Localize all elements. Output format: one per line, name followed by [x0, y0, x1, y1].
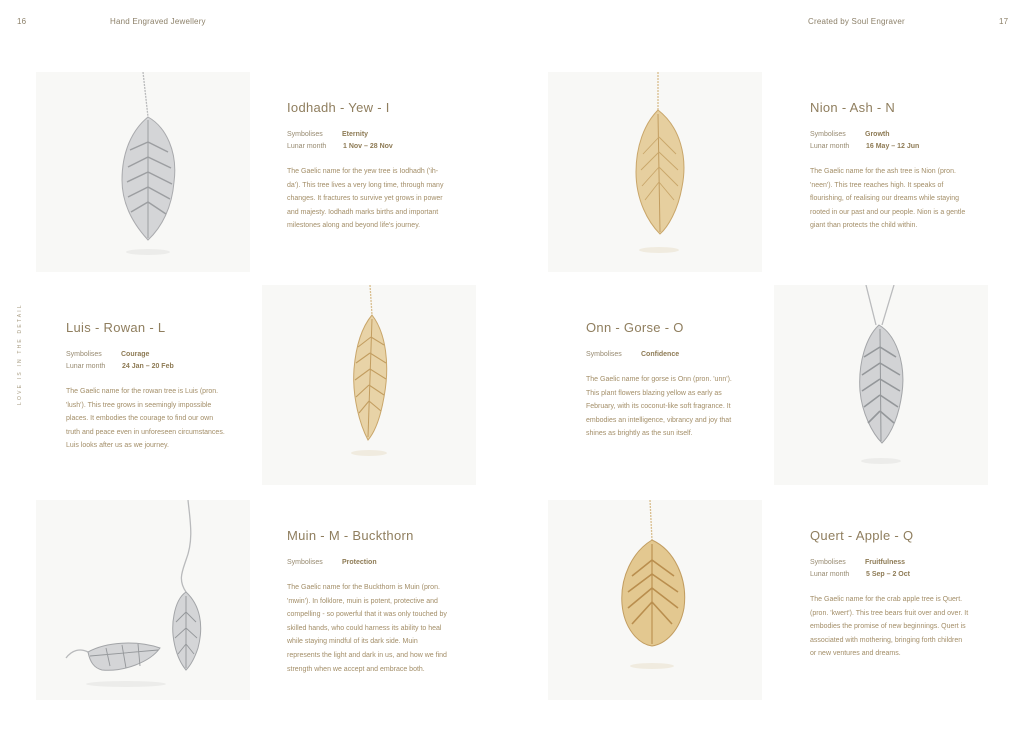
entry-description: The Gaelic name for the rowan tree is Luis (pron. 'lush'). This tree grows in seemingly impossible places. It embodies the courage to find our own truth and peace even in unforeseen circumstances. Luis looks after us as we journey.: [66, 388, 225, 450]
entry-title: Muin - M - Buckthorn: [287, 528, 414, 543]
running-title-left: Hand Engraved Jewellery: [110, 17, 206, 26]
symbolises-value: Courage: [121, 351, 150, 358]
running-title-right: Created by Soul Engraver: [808, 17, 905, 26]
gorse-pendant-image: [774, 285, 988, 485]
entry-description: The Gaelic name for the crab apple tree is Quert. (pron. 'kwert'). This tree bears fruit over and over. It embodies the promise of new beginnings. Quert is associated with mothering, bringing forth children or new ventures and dreams.: [810, 596, 969, 658]
symbolises-label: Symbolises: [810, 131, 846, 138]
symbolises-label: Symbolises: [586, 351, 622, 358]
lunar-month-label: Lunar month: [66, 363, 106, 370]
symbolises-value: Fruitfulness: [865, 559, 906, 566]
side-tagline: LOVE IS IN THE DETAIL: [17, 303, 23, 405]
symbolises-label: Symbolises: [810, 559, 846, 566]
symbolises-label: Symbolises: [287, 559, 323, 566]
lunar-month-value: 16 May – 12 Jun: [866, 143, 920, 150]
entry-description: The Gaelic name for gorse is Onn (pron. 'unn'). This plant flowers blazing yellow as early as February, with its coconut-like soft fragrance. It embodies an intelligence, vibrancy and joy that shines as brightly as the sun itself.: [586, 376, 732, 438]
entry-description: The Gaelic name for the Buckthorn is Muin (pron. 'mwin'). In folklore, muin is potent, protective and compelling - so powerful that it was only touched by skilled hands, who could harness its ability to heal while staying mindful of its dark side. Muin represents the light and dark in us, and how we find strength when we accept and embrace both.: [287, 584, 447, 673]
symbolises-value: Confidence: [641, 351, 680, 358]
symbolises-value: Protection: [342, 559, 377, 566]
lunar-month-label: Lunar month: [810, 571, 850, 578]
symbolises-label: Symbolises: [287, 131, 323, 138]
entry-title: Onn - Gorse - O: [586, 320, 684, 335]
entry-title: Iodhadh - Yew - I: [287, 100, 390, 115]
lunar-month-label: Lunar month: [287, 143, 327, 150]
entry-gorse: [586, 320, 761, 441]
lunar-month-label: Lunar month: [810, 143, 850, 150]
ash-pendant-image: [548, 72, 762, 272]
entry-title: Luis - Rowan - L: [66, 320, 166, 335]
entry-yew: [287, 100, 462, 233]
entry-buckthorn: [287, 528, 462, 676]
entry-title: Nion - Ash - N: [810, 100, 896, 115]
page-number-left: 16: [17, 17, 27, 26]
entry-title: Quert - Apple - Q: [810, 528, 914, 543]
buckthorn-earrings-image: [36, 500, 250, 700]
rowan-pendant-image: [262, 285, 476, 485]
entry-description: The Gaelic name for the yew tree is Iodhadh ('ih-da'). This tree lives a very long time, through many changes. It fractures to survive yet grows in power and majesty. Iodhadh marks births and important milestones along and beyond life's journey.: [287, 168, 444, 230]
lunar-month-value: 24 Jan – 20 Feb: [122, 363, 174, 370]
lunar-month-value: 5 Sep – 2 Oct: [866, 571, 910, 578]
lunar-month-value: 1 Nov – 28 Nov: [343, 143, 393, 150]
page-number-right: 17: [999, 17, 1009, 26]
symbolises-label: Symbolises: [66, 351, 102, 358]
yew-pendant-image: [36, 72, 250, 272]
entry-description: The Gaelic name for the ash tree is Nion (pron. 'neen'). This tree reaches high. It speaks of flourishing, of realising our dreams while staying rooted in our past and our people. Nion is a gentle giant than protects the child within.: [810, 168, 966, 230]
entry-rowan: [66, 320, 241, 453]
symbolises-value: Eternity: [342, 131, 369, 138]
entry-apple: [810, 528, 985, 661]
apple-pendant-image: [548, 500, 762, 700]
symbolises-value: Growth: [865, 131, 890, 138]
entry-ash: [810, 100, 985, 233]
